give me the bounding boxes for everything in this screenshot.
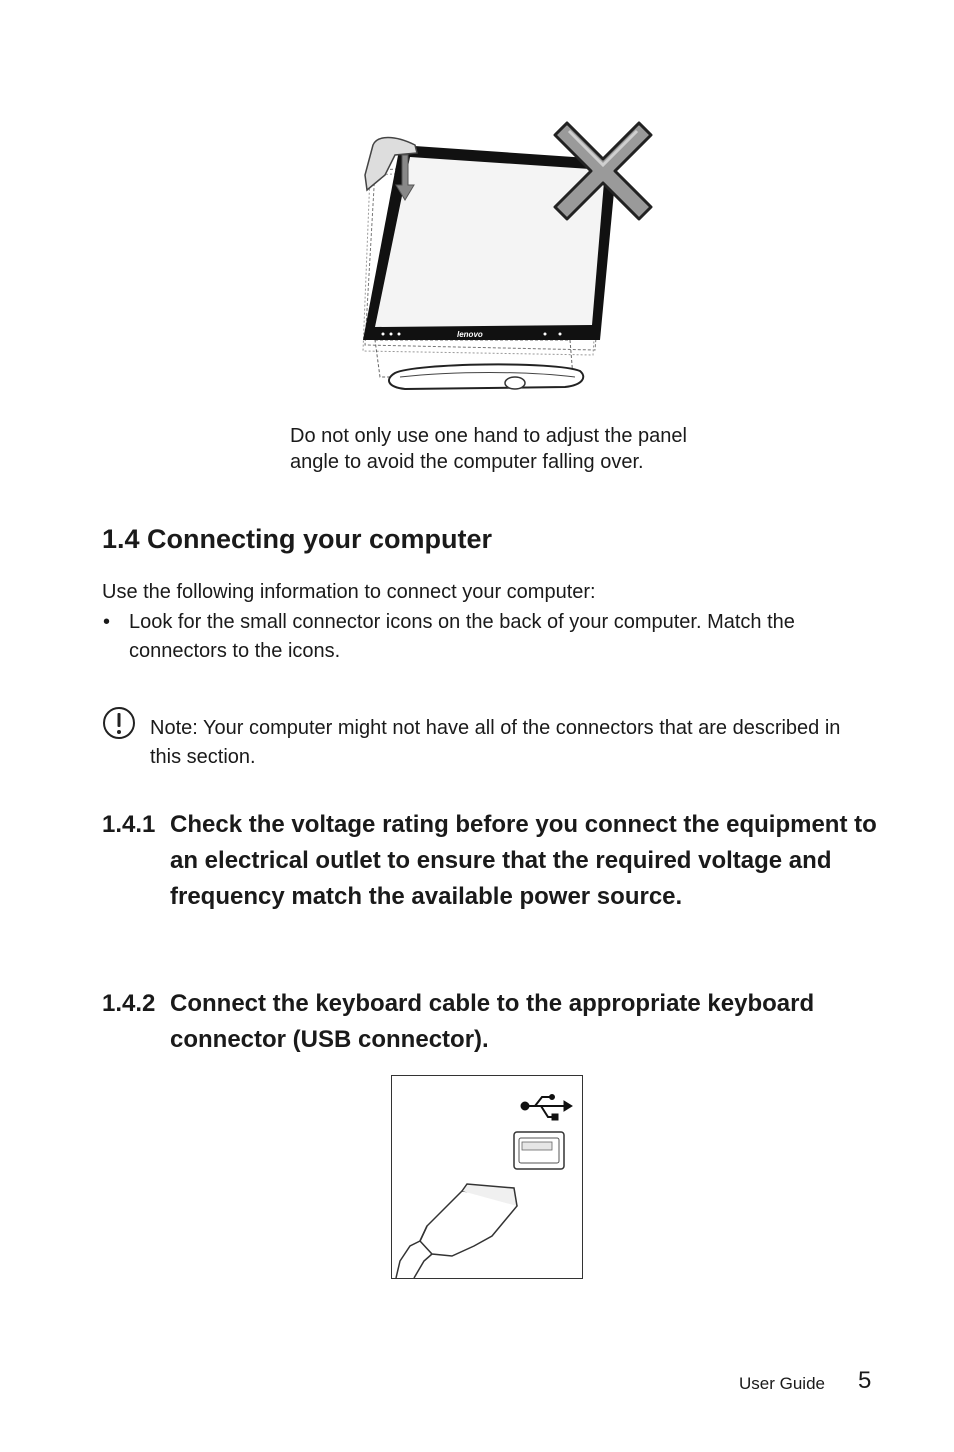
note-label: Note: (150, 717, 198, 739)
page-number: 5 (858, 1367, 872, 1394)
step-heading: Connect the keyboard cable to the appropriate keyboard connector (USB connector). (170, 990, 815, 1053)
usb-symbol-icon (521, 1095, 572, 1121)
intro-text: Use the following information to connect your computer: (102, 581, 596, 603)
bullet-item: Look for the small connector icons on the back of your computer. Match the connectors to the icons. (129, 611, 795, 662)
footer-label: User Guide (739, 1374, 825, 1393)
usb-port (514, 1132, 564, 1169)
monitor-brand-text: lenovo (457, 330, 483, 339)
exclamation-icon (102, 706, 136, 740)
usb-plug (396, 1184, 517, 1278)
note-body: Your computer might not have all of the connectors that are described in this section. (150, 717, 841, 768)
section-title: 1.4 Connecting your computer (102, 524, 493, 554)
monitor-warning-illustration (355, 115, 665, 405)
usb-connector-illustration (391, 1075, 583, 1279)
note-paragraph (150, 714, 850, 772)
step-number: 1.4.1 (102, 811, 156, 838)
step-heading: Check the voltage rating before you connect the equipment to an electrical outlet to ensure that the required voltage and frequency match the available power source. (170, 811, 877, 910)
bullet-marker: • (103, 611, 111, 633)
step-number: 1.4.2 (102, 990, 156, 1017)
figure-caption: Do not only use one hand to adjust the panel angle to avoid the computer falling over. (290, 425, 687, 473)
